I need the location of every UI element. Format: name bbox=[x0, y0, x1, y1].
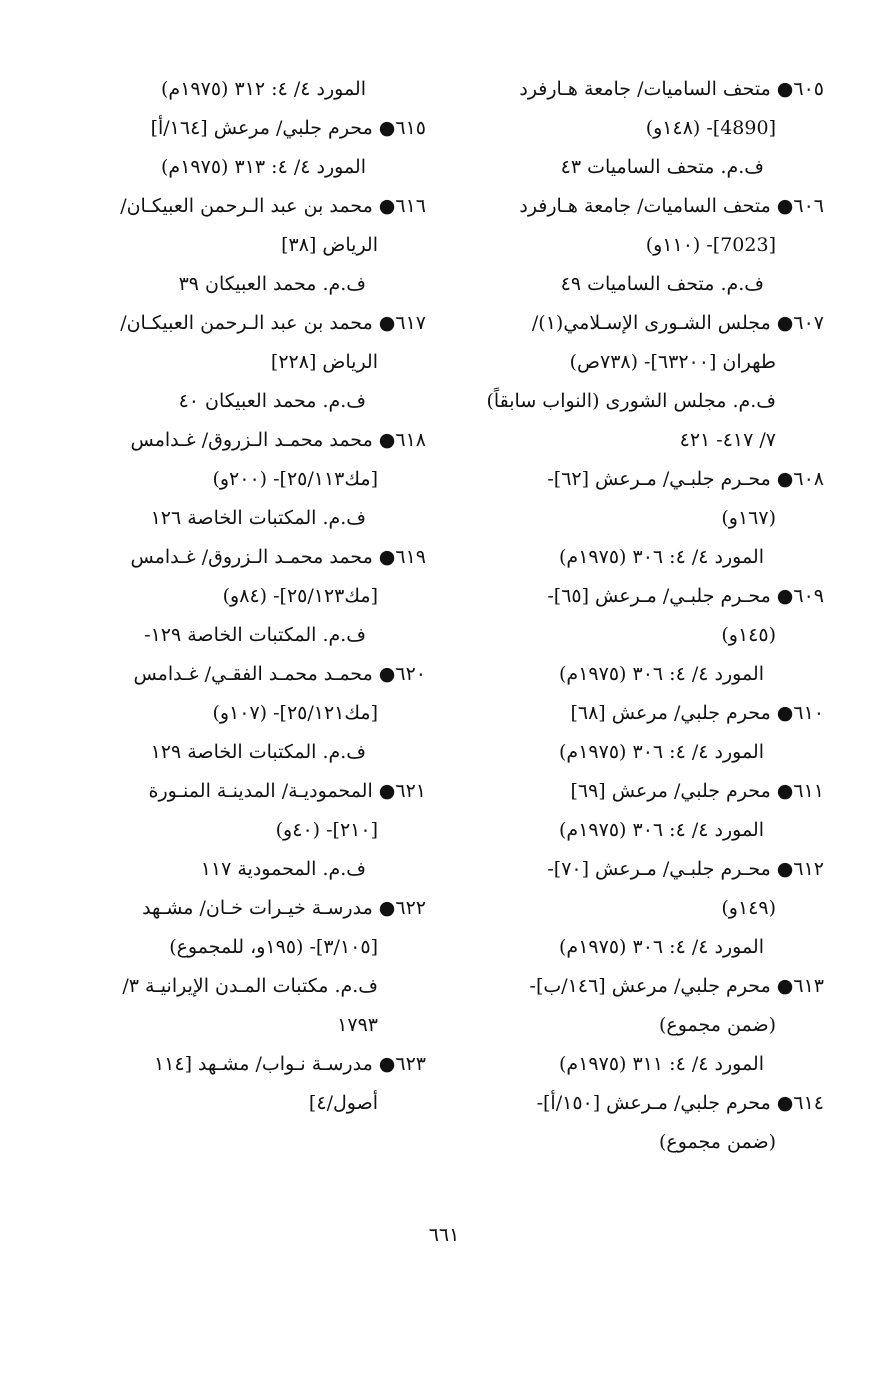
right-column-line: ٦٠٨● محـرم جلبـي/ مـرعش [٦٢]- bbox=[547, 468, 824, 490]
left-column-line: المورد ٤/ ٤: ٣١٣ (١٩٧٥م) bbox=[161, 156, 366, 178]
left-column-line: ٦٢٢● مدرسـة خيـرات خـان/ مشـهد bbox=[142, 897, 426, 919]
right-column-line: المورد ٤/ ٤: ٣١١ (١٩٧٥م) bbox=[559, 1053, 764, 1075]
right-column-line: ف.م. مجلس الشورى (النواب سابقاً) bbox=[486, 390, 776, 412]
left-column-line: [مك٢٥/١٢١]- (١٠٧و) bbox=[212, 702, 378, 724]
left-column-line: ٦١٥● محرم جلبي/ مرعش [١٦٤/أ] bbox=[150, 117, 426, 139]
left-column-line: ٦٢٠● محمـد محمـد الفقـي/ غـدامس bbox=[133, 663, 426, 685]
right-column-line: ٦١٠● محرم جلبي/ مرعش [٦٨] bbox=[570, 702, 824, 724]
right-column-line: (ضمن مجموع) bbox=[658, 1014, 776, 1036]
left-column-line: الرياض [٣٨] bbox=[281, 234, 378, 256]
left-column-line: المورد ٤/ ٤: ٣١٢ (١٩٧٥م) bbox=[161, 78, 366, 100]
left-column-line: ٦٢٣● مدرسـة نـواب/ مشـهد [١١٤ bbox=[153, 1053, 426, 1075]
left-column-line: ف.م. المكتبات الخاصة ١٢٦ bbox=[150, 507, 366, 529]
left-column-line: أصول/٤] bbox=[308, 1092, 378, 1114]
page-number: ٦٦١ bbox=[428, 1224, 460, 1246]
right-column-line: ٦٠٧● مجلس الشـورى الإسـلامي(١)/ bbox=[531, 312, 824, 334]
right-column-line: (١٤٥و) bbox=[721, 624, 776, 646]
left-column-line: ف.م. المكتبات الخاصة ١٢٩- bbox=[144, 624, 366, 646]
left-column-line: ٦١٦● محمد بن عبد الـرحمن العبيكـان/ bbox=[120, 195, 426, 217]
right-column-line: (ضمن مجموع) bbox=[658, 1131, 776, 1153]
right-column-line: ٦١٣● محرم جلبي/ مرعش [١٤٦/ب]- bbox=[529, 975, 824, 997]
right-column-line: المورد ٤/ ٤: ٣٠٦ (١٩٧٥م) bbox=[559, 819, 764, 841]
left-column-line: ٦٢١● المحموديـة/ المدينـة المنـورة bbox=[148, 780, 426, 802]
left-column-line: [مك٢٥/١٢٣]- (٨٤و) bbox=[222, 585, 378, 607]
left-column-line: ١٧٩٣ bbox=[337, 1014, 378, 1036]
right-column-line: ٦٠٩● محـرم جلبـي/ مـرعش [٦٥]- bbox=[547, 585, 824, 607]
right-column-line: المورد ٤/ ٤: ٣٠٦ (١٩٧٥م) bbox=[559, 741, 764, 763]
right-column-line: ٦١٢● محـرم جلبـي/ مـرعش [٧٠]- bbox=[547, 858, 824, 880]
right-column-line: ٧/ ٤١٧- ٤٢١ bbox=[679, 429, 776, 451]
left-column-line: [٣/١٠٥]- (١٩٥و، للمجموع) bbox=[169, 936, 378, 958]
right-column-line: المورد ٤/ ٤: ٣٠٦ (١٩٧٥م) bbox=[559, 663, 764, 685]
left-column-line: ٦١٨● محمد محمـد الـزروق/ غـدامس bbox=[130, 429, 426, 451]
right-column-line: [4890]- (١٤٨و) bbox=[645, 117, 776, 139]
left-column bbox=[82, 70, 426, 1123]
right-column-line: طهران [٦٣٢٠٠]- (٧٣٨ص) bbox=[569, 351, 776, 373]
right-column-line: (١٦٧و) bbox=[721, 507, 776, 529]
right-column bbox=[468, 70, 824, 1162]
right-column-line: المورد ٤/ ٤: ٣٠٦ (١٩٧٥م) bbox=[559, 936, 764, 958]
left-column-line: [٢١٠]- (٤٠و) bbox=[275, 819, 378, 841]
left-column-line: ٦١٧● محمد بن عبد الـرحمن العبيكـان/ bbox=[120, 312, 426, 334]
left-column-line: [مك٢٥/١١٣]- (٢٠٠و) bbox=[212, 468, 378, 490]
left-column-line: ف.م. مكتبات المـدن الإيرانيـة ٣/ bbox=[122, 975, 378, 997]
right-column-line: المورد ٤/ ٤: ٣٠٦ (١٩٧٥م) bbox=[559, 546, 764, 568]
right-column-line: ٦٠٦● متحف الساميات/ جامعة هـارفرد bbox=[519, 195, 824, 217]
right-column-line: ٦١١● محرم جلبي/ مرعش [٦٩] bbox=[570, 780, 824, 802]
left-column-line: الرياض [٢٢٨] bbox=[270, 351, 378, 373]
left-column-line: ف.م. المكتبات الخاصة ١٢٩ bbox=[150, 741, 366, 763]
right-column-line: ف.م. متحف الساميات ٤٩ bbox=[560, 273, 764, 295]
right-column-line: ٦٠٥● متحف الساميات/ جامعة هـارفرد bbox=[519, 78, 824, 100]
left-column-line: ف.م. محمد العبيكان ٤٠ bbox=[178, 390, 366, 412]
right-column-line: ٦١٤● محرم جلبي/ مـرعش [١٥٠/أ]- bbox=[536, 1092, 824, 1114]
right-column-line: (١٤٩و) bbox=[721, 897, 776, 919]
right-column-line: [7023]- (١١٠و) bbox=[645, 234, 776, 256]
left-column-line: ف.م. محمد العبيكان ٣٩ bbox=[178, 273, 366, 295]
left-column-line: ف.م. المحمودية ١١٧ bbox=[200, 858, 366, 880]
left-column-line: ٦١٩● محمد محمـد الـزروق/ غـدامس bbox=[130, 546, 426, 568]
right-column-line: ف.م. متحف الساميات ٤٣ bbox=[560, 156, 764, 178]
